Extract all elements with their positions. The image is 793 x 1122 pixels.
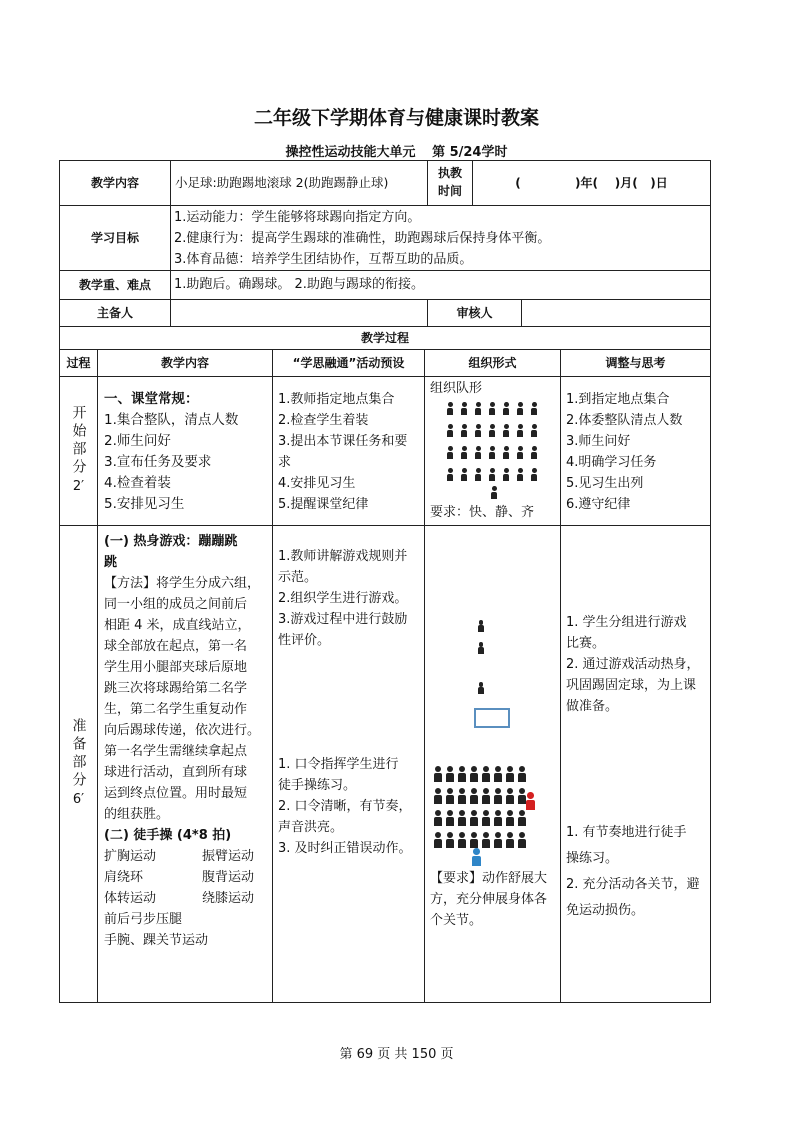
start-phase-label: 开始部分 [70, 405, 87, 477]
game-desc-line: 同一小组的成员之间前后 [104, 597, 248, 612]
start-content-item: 5.安排见习生 [104, 496, 185, 512]
game-desc-line: 第一名学生需继续拿起点 [104, 744, 248, 759]
exec-time-label [428, 164, 472, 200]
activity-item: 1.教师讲解游戏规则并 [278, 549, 408, 564]
prep-activities-exercise [278, 754, 424, 859]
process-label: 教学过程 [360, 331, 409, 345]
start-phase [60, 377, 97, 525]
activity-item: 4.安排见习生 [278, 476, 356, 491]
reflection-item: 免运动损伤。 [566, 903, 645, 918]
key-points-label: 教学重、难点 [78, 278, 151, 292]
prep-reflection-exercise [566, 820, 708, 924]
exercise-item: 体转运动 [104, 891, 157, 906]
exercise-item: 扩胸运动 [104, 849, 157, 864]
col-activities: “学思融通”活动预设 [292, 356, 405, 370]
game-desc-line: 生，第二名学生重复动作 [104, 702, 248, 717]
start-content-item: 4.检查着装 [104, 475, 171, 491]
reflection-item: 1.到指定地点集合 [566, 392, 670, 407]
reflection-item: 4.明确学习任务 [566, 455, 657, 470]
game-desc-line: 相距 4 米，成直线站立， [104, 618, 251, 633]
game-desc-line: 学生用小腿部夹球后原地 [104, 660, 248, 675]
content-value: 小足球:助跑踢地滚球 2(助跑踢静止球) [175, 175, 389, 190]
goals-list [174, 207, 708, 270]
start-activities [278, 389, 424, 515]
prep-phase-label: 准备部分 [70, 718, 87, 790]
content-label: 教学内容 [90, 176, 139, 190]
game-desc-line: 向后踢球传递，依次进行。 [104, 723, 261, 738]
exercise-item: 绕膝运动 [202, 891, 255, 906]
formation-diagram [441, 400, 551, 500]
page-footer: 第 69 页 共 150 页 [339, 1047, 454, 1062]
start-org-title: 组织队形 [430, 381, 483, 396]
activity-item: 3.提出本节课任务和要 [278, 434, 408, 449]
activity-item: 声音洪亮。 [278, 820, 344, 835]
reflection-item: 5.见习生出列 [566, 476, 644, 491]
activity-item: 5.提醒课堂纪律 [278, 497, 369, 512]
game-title-cont: 跳 [104, 555, 118, 570]
exec-time-value: ( )年( )月( )日 [515, 176, 668, 190]
reflection-item: 巩固踢固定球，为上课 [566, 678, 697, 693]
activity-item: 2. 口令清晰，有节奏， [278, 799, 412, 814]
prep-reflection-game [566, 612, 708, 717]
reflection-item: 比赛。 [566, 636, 606, 651]
reflection-item: 做准备。 [566, 699, 619, 714]
activity-item: 1.教师指定地点集合 [278, 392, 395, 407]
lesson-number: 第 5/24学时 [432, 145, 508, 160]
col-phase: 过程 [66, 356, 91, 370]
activity-item: 性评价。 [278, 633, 331, 648]
reflection-item: 2. 通过游戏活动热身， [566, 657, 700, 672]
col-reflection: 调整与思考 [605, 356, 666, 370]
exercise-row [104, 888, 272, 909]
requirement-line: 方，充分伸展身体各 [430, 892, 548, 907]
game-desc-line: 的组获胜。 [104, 807, 170, 822]
prep-org-requirement [430, 868, 558, 931]
game-desc-line: 【方法】将学生分成六组， [104, 576, 261, 591]
activity-item: 3. 及时纠正错误动作。 [278, 841, 412, 856]
exercise-row [104, 867, 272, 888]
start-content-title: 一、课堂常规： [104, 391, 199, 407]
reviewer-label: 审核人 [456, 306, 493, 320]
reflection-item: 操练习。 [566, 851, 619, 866]
start-phase-time: 2′ [72, 479, 85, 494]
activity-item: 3.游戏过程中进行鼓励 [278, 612, 408, 627]
activity-item: 2.检查学生着装 [278, 413, 369, 428]
start-content-item: 2.师生问好 [104, 433, 171, 449]
key-points-value: 1.助跑后。确踢球。 2.助跑与踢球的衔接。 [174, 277, 424, 292]
col-organization: 组织形式 [468, 356, 517, 370]
game-title: (一) 热身游戏：蹦蹦跳 [104, 534, 238, 549]
game-desc-line: 球全部放在起点，第一名 [104, 639, 248, 654]
exercise-item: 前后弓步压腿 [104, 912, 183, 927]
activity-item: 徒手操练习。 [278, 778, 357, 793]
prep-phase-time: 6′ [72, 792, 85, 807]
exercise-item: 腹背运动 [202, 870, 255, 885]
start-content-item: 1.集合整队，清点人数 [104, 412, 239, 428]
exec-label-line-1: 执教 [437, 166, 462, 180]
game-desc-line: 球进行活动，直到所有球 [104, 765, 248, 780]
requirement-line: 【要求】动作舒展大 [430, 871, 548, 886]
goal-item: 3.体育品德：培养学生团结协作，互帮互助的品质。 [174, 252, 473, 267]
prep-phase [60, 526, 97, 1002]
col-content: 教学内容 [160, 356, 209, 370]
start-org-requirement: 要求：快、静、齐 [430, 505, 535, 520]
page-subtitle [0, 141, 793, 160]
game-desc-line: 运到终点位置。用时最短 [104, 786, 248, 801]
game-desc-line: 跳三次将球踢给第二名学 [104, 681, 248, 696]
start-content-item: 3.宣布任务及要求 [104, 454, 212, 470]
start-reflection [566, 389, 708, 515]
reflection-item: 2.体委整队清点人数 [566, 413, 683, 428]
reflection-item: 6.遵守纪律 [566, 497, 631, 512]
goal-item: 1.运动能力：学生能够将球踢向指定方向。 [174, 210, 421, 225]
game-diagram [426, 600, 558, 740]
start-content [104, 389, 270, 515]
exercise-item: 手腕、踝关节运动 [104, 933, 209, 948]
exercise-row [104, 930, 272, 951]
endpoint-box [474, 708, 510, 728]
exercise-row [104, 846, 272, 867]
reflection-item: 3.师生问好 [566, 434, 631, 449]
prep-activities-game [278, 546, 424, 651]
preparer-label: 主备人 [96, 306, 133, 320]
goals-label: 学习目标 [90, 231, 139, 245]
page-title: 二年级下学期体育与健康课时教案 [253, 107, 539, 129]
reflection-item: 1. 有节奏地进行徒手 [566, 825, 687, 840]
unit-name: 操控性运动技能大单元 [285, 145, 416, 160]
exec-label-line-2: 时间 [437, 184, 462, 198]
exercise-formation-diagram [430, 762, 558, 872]
activity-item: 1. 口令指挥学生进行 [278, 757, 399, 772]
activity-item: 2.组织学生进行游戏。 [278, 591, 408, 606]
exercise-item: 肩绕环 [104, 870, 144, 885]
exercise-row [104, 909, 272, 930]
reflection-item: 1. 学生分组进行游戏 [566, 615, 687, 630]
activity-item: 求 [278, 455, 292, 470]
goal-item: 2.健康行为：提高学生踢球的准确性，助跑踢球后保持身体平衡。 [174, 231, 551, 246]
prep-content [104, 531, 272, 951]
requirement-line: 个关节。 [430, 913, 483, 928]
activity-item: 示范。 [278, 570, 318, 585]
reflection-item: 2. 充分活动各关节，避 [566, 877, 700, 892]
exercise-item: 振臂运动 [202, 849, 255, 864]
exercise-title: (二) 徒手操 (4*8 拍) [104, 828, 232, 843]
